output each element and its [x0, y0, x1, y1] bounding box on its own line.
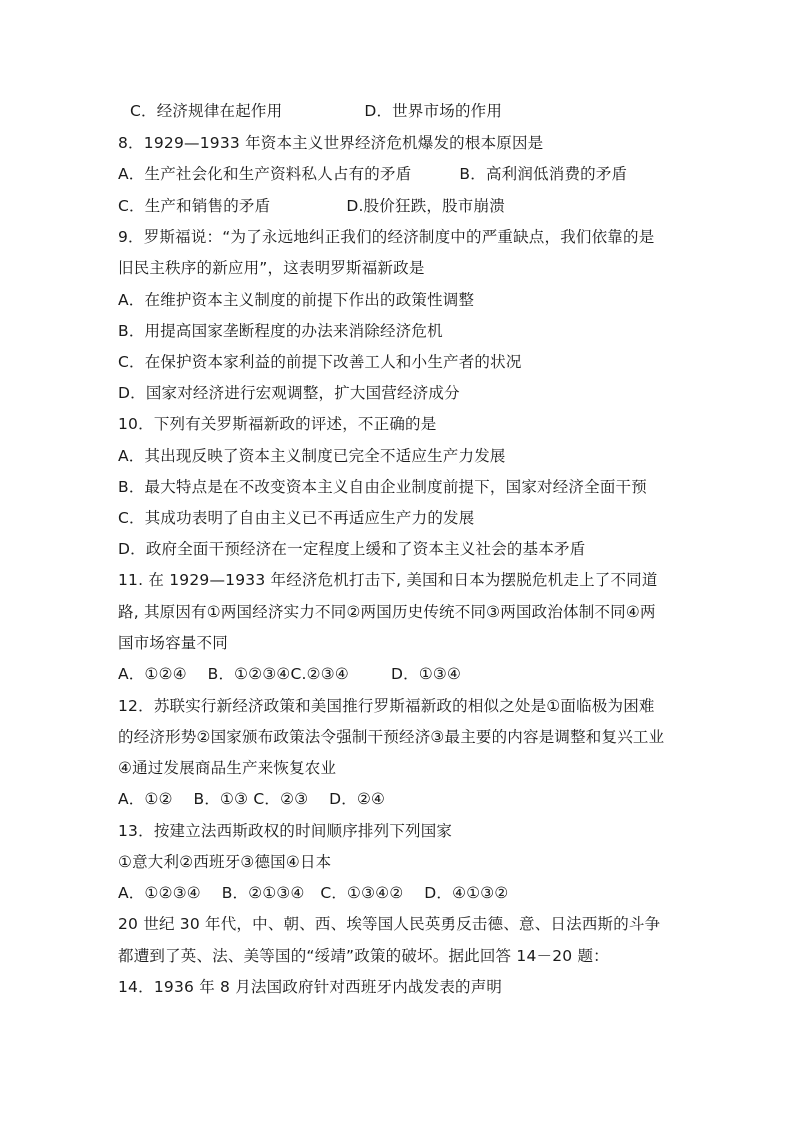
option-d: D．世界市场的作用	[364, 102, 503, 120]
option-line	[118, 664, 461, 684]
question-11-stem: 11. 在 1929—1933 年经济危机打击下, 美国和日本为摆脱危机走上了不同道	[118, 571, 658, 589]
option-d: D.股价狂跌，股市崩溃	[346, 197, 505, 215]
option-b: B．最大特点是在不改变资本主义自由企业制度前提下，国家对经济全面干预	[118, 478, 647, 496]
question-9-stem: 9．罗斯福说：“为了永远地纠正我们的经济制度中的严重缺点，我们依靠的是	[118, 228, 655, 246]
question-9-stem-cont: 旧民主秩序的新应用”，这表明罗斯福新政是	[118, 259, 425, 277]
option-c: C．在保护资本家利益的前提下改善工人和小生产者的状况	[118, 353, 522, 371]
option-line	[130, 101, 502, 121]
option-d: D．国家对经济进行宏观调整，扩大国营经济成分	[118, 384, 460, 402]
question-13-stem: 13．按建立法西斯政权的时间顺序排列下列国家	[118, 822, 453, 840]
passage-intro-cont: 都遭到了英、法、美等国的“绥靖”政策的破坏。据此回答 14－20 题：	[118, 947, 609, 965]
option-line	[118, 164, 627, 184]
question-11-stem-cont: 路, 其原因有①两国经济实力不同②两国历史传统不同③两国政治体制不同④两	[118, 603, 656, 621]
option-c: C．经济规律在起作用	[130, 102, 283, 120]
question-13-items: ①意大利②西班牙③德国④日本	[118, 853, 332, 871]
option-a: A．生产社会化和生产资料私人占有的矛盾	[118, 165, 412, 183]
option-b: B．高利润低消费的矛盾	[459, 165, 628, 183]
question-12-stem-cont: 的经济形势②国家颁布政策法令强制干预经济③最主要的内容是调整和复兴工业	[118, 728, 665, 746]
option-line: A．①②③④ B．②①③④ C．①③④② D．④①③②	[118, 884, 509, 902]
option-line: A．①② B．①③ C．②③ D．②④	[118, 790, 386, 808]
option-c: C．其成功表明了自由主义已不再适应生产力的发展	[118, 509, 475, 527]
option-a: A．在维护资本主义制度的前提下作出的政策性调整	[118, 291, 475, 309]
option-c: C．生产和销售的矛盾	[118, 197, 271, 215]
question-11-stem-cont: 国市场容量不同	[118, 634, 228, 652]
passage-intro: 20 世纪 30 年代，中、朝、西、埃等国人民英勇反击德、意、日法西斯的斗争	[118, 915, 661, 933]
options-abc: A．①②④ B．①②③④C.②③④	[118, 665, 349, 683]
option-a: A．其出现反映了资本主义制度已完全不适应生产力发展	[118, 447, 506, 465]
question-8-stem: 8．1929—1933 年资本主义世界经济危机爆发的根本原因是	[118, 134, 544, 152]
question-12-stem: 12．苏联实行新经济政策和美国推行罗斯福新政的相似之处是①面临极为困难	[118, 697, 655, 715]
option-line	[118, 196, 505, 216]
question-10-stem: 10．下列有关罗斯福新政的评述，不正确的是	[118, 415, 437, 433]
question-12-stem-cont: ④通过发展商品生产来恢复农业	[118, 759, 337, 777]
question-14-stem: 14．1936 年 8 月法国政府针对西班牙内战发表的声明	[118, 978, 503, 996]
option-b: B．用提高国家垄断程度的办法来消除经济危机	[118, 322, 443, 340]
option-d: D．①③④	[390, 665, 462, 683]
option-d: D．政府全面干预经济在一定程度上缓和了资本主义社会的基本矛盾	[118, 540, 586, 558]
